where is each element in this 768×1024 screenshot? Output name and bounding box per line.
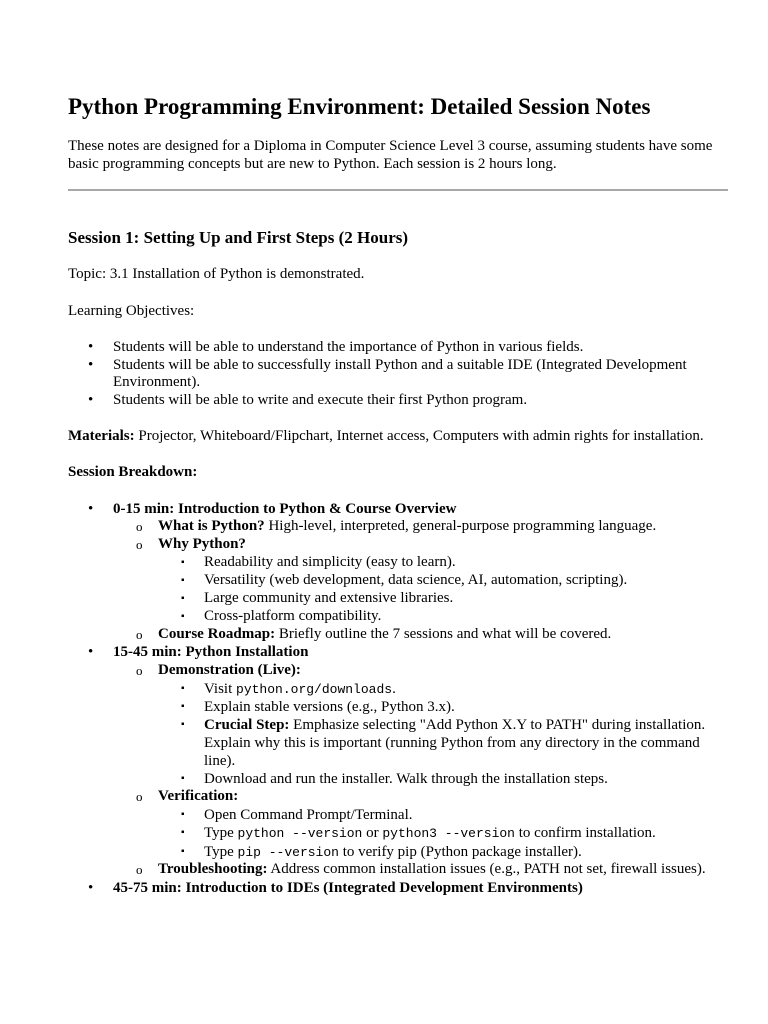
bullet-square-icon: ▪ xyxy=(181,719,185,730)
bullet-disc-icon: • xyxy=(88,339,94,355)
bullet-disc-icon: • xyxy=(88,392,94,408)
bullet-circle-icon: o xyxy=(136,789,143,804)
objectives-label: Learning Objectives: xyxy=(68,303,195,319)
bullet-disc-icon: • xyxy=(88,644,94,660)
breakdown-item-ides: 45-75 min: Introduction to IDEs (Integrated Development Environments) xyxy=(113,880,583,896)
bullet-square-icon: ▪ xyxy=(181,575,185,586)
intro-paragraph: These notes are designed for a Diploma in Computer Science Level 3 course, assuming students have some basic programming concepts but are new to Python. Each session is 2 hours long. xyxy=(68,138,713,172)
bullet-square-icon: ▪ xyxy=(181,773,185,784)
course-roadmap-item: Course Roadmap: Briefly outline the 7 sessions and what will be covered. xyxy=(158,626,612,642)
demonstration-item: Demonstration (Live): xyxy=(158,662,301,678)
bullet-square-icon: ▪ xyxy=(181,809,185,820)
session-heading: Session 1: Setting Up and First Steps (2 Hours) xyxy=(68,228,409,247)
bullet-square-icon: ▪ xyxy=(181,701,185,712)
crucial-step-item: Crucial Step: Emphasize selecting "Add Python X.Y to PATH" during installation. xyxy=(204,717,706,733)
visit-item: Visit python.org/downloads. xyxy=(204,681,396,697)
bullet-square-icon: ▪ xyxy=(181,683,185,694)
page-title: Python Programming Environment: Detailed Session Notes xyxy=(68,94,651,119)
bullet-circle-icon: o xyxy=(136,663,143,678)
objective-item: Students will be able to understand the importance of Python in various fields. xyxy=(113,339,584,355)
bullet-square-icon: ▪ xyxy=(181,557,185,568)
troubleshooting-item: Troubleshooting: Address common installation issues (e.g., PATH not set, firewall issues). xyxy=(158,861,706,877)
breakdown-item-installation: 15-45 min: Python Installation xyxy=(113,644,309,660)
breakdown-item-intro: 0-15 min: Introduction to Python & Course Overview xyxy=(113,501,457,517)
why-item: Readability and simplicity (easy to learn). xyxy=(204,554,456,570)
bullet-circle-icon: o xyxy=(136,627,143,642)
topic-line: Topic: 3.1 Installation of Python is demonstrated. xyxy=(68,266,365,282)
objective-item-continued: Environment). xyxy=(113,374,201,390)
objective-item: Students will be able to write and execute their first Python program. xyxy=(113,392,528,408)
type-pip-item: Type pip --version to verify pip (Python package installer). xyxy=(204,844,582,860)
bullet-disc-icon: • xyxy=(88,880,94,896)
bullet-disc-icon: • xyxy=(88,357,94,373)
version3-code: python3 --version xyxy=(382,826,515,841)
verification-item: Verification: xyxy=(158,788,239,804)
url-code: python.org/downloads xyxy=(236,682,393,697)
materials-line xyxy=(68,427,704,445)
bullet-square-icon: ▪ xyxy=(181,593,185,604)
bullet-square-icon: ▪ xyxy=(181,827,185,838)
bullet-square-icon: ▪ xyxy=(181,611,185,622)
why-item: Large community and extensive libraries. xyxy=(204,590,454,606)
crucial-step-continued: line). xyxy=(204,753,236,769)
crucial-step-continued: Explain why this is important (running Python from any directory in the command xyxy=(204,735,700,751)
stable-versions-item: Explain stable versions (e.g., Python 3.x). xyxy=(204,699,455,715)
why-python-item: Why Python? xyxy=(158,536,246,552)
pip-code: pip --version xyxy=(237,845,339,860)
materials-text: Projector, Whiteboard/Flipchart, Internet access, Computers with admin rights for installation. xyxy=(134,428,704,444)
breakdown-label: Session Breakdown: xyxy=(68,464,198,480)
materials-label: Materials: xyxy=(68,428,135,444)
bullet-circle-icon: o xyxy=(136,862,143,877)
open-terminal-item: Open Command Prompt/Terminal. xyxy=(204,807,413,823)
bullet-circle-icon: o xyxy=(136,537,143,552)
what-is-python-item: What is Python? High-level, interpreted, general-purpose programming language. xyxy=(158,518,657,534)
bullet-square-icon: ▪ xyxy=(181,846,185,857)
bullet-circle-icon: o xyxy=(136,519,143,534)
why-item: Cross-platform compatibility. xyxy=(204,608,382,624)
why-item: Versatility (web development, data science, AI, automation, scripting). xyxy=(204,572,628,588)
horizontal-rule xyxy=(68,189,728,191)
bullet-disc-icon: • xyxy=(88,501,94,517)
type-version-item: Type python --version or python3 --version to confirm installation. xyxy=(204,825,656,841)
objective-item: Students will be able to successfully install Python and a suitable IDE (Integrated Development xyxy=(113,357,687,373)
version-code: python --version xyxy=(237,826,363,841)
download-item: Download and run the installer. Walk through the installation steps. xyxy=(204,771,608,787)
